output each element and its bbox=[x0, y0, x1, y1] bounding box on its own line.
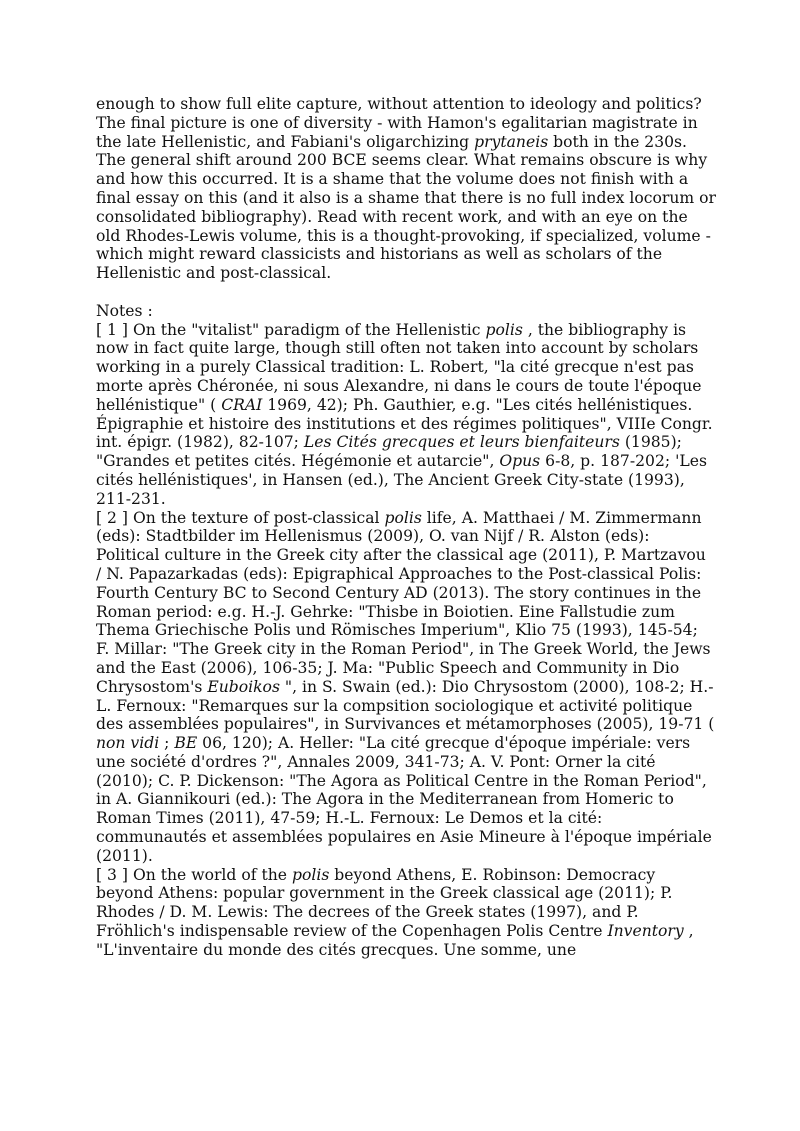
italic-text-run: polis bbox=[291, 865, 330, 884]
italic-text-run: Opus bbox=[499, 452, 541, 471]
text-run: both in the 230s. The general shift around 200 BCE seems clear. What remains obscure is why and how this occurred. It is a shame that the volume does not finish with a final essay on this (and it also is a shame that there is no full index locorum or consolidated bibliography). Read with recent work, and with an eye on the old Rhodes-Lewis volume, this is a thought-provoking, if specialized, volume - which might reward classicists and historians as well as scholars of the Hellenistic and post-classical. bbox=[96, 132, 717, 283]
notes-heading bbox=[96, 302, 716, 321]
italic-text-run: Inventory bbox=[607, 922, 684, 941]
italic-text-run: non vidi bbox=[96, 734, 160, 753]
italic-text-run: polis bbox=[485, 320, 523, 339]
italic-text-run: polis bbox=[384, 508, 422, 527]
text-run: [ 1 ] On the "vitalist" paradigm of the Hellenistic bbox=[96, 320, 486, 339]
text-run: ", in S. Swain (ed.): Dio Chrysostom (2000), 108-2; H.-L. Fernoux: "Remarques sur la compsition sociologique et activité politique des assemblées populaires", in Survivances et métamorphoses (2005), 19-71 ( bbox=[96, 677, 715, 734]
italic-text-run: Euboikos bbox=[207, 677, 280, 696]
paragraph-conclusion bbox=[96, 114, 716, 283]
text-run: enough to show full elite capture, without attention to ideology and politics? bbox=[96, 95, 702, 113]
text-run: 06, 120); A. Heller: "La cité grecque d'époque impériale: vers une société d'ordres ?", Annales 2009, 341-73; A. V. Pont: Orner la cité (2010); C. P. Dickenson: "The Agora as Political Centre in the Roman Period", in A. Giannikouri (ed.): The Agora in the Mediterranean from Homeric to Roman Times (2011), 47-59; H.-L. Fernoux: Le Demos et la cité: communautés et assemblées populaires en Asie Mineure à l'époque impériale (2011). bbox=[96, 734, 712, 865]
paragraph-continuation bbox=[96, 95, 716, 114]
text-run: The final picture is one of diversity - with Hamon's egalitarian magistrate in the late Hellenistic, and Fabiani's oligarchizing bbox=[96, 113, 698, 151]
italic-text-run: CRAI bbox=[221, 395, 263, 414]
text-run: beyond Athens, E. Robinson: Democracy beyond Athens: popular government in the Greek classical age (2011); P. Rhodes / D. M. Lewis: The decrees of the Greek states (1997), and P. Fröhlich's indispensable review of the Copenhagen Polis Centre bbox=[96, 865, 673, 941]
italic-text-run: prytaneis bbox=[474, 132, 549, 151]
italic-text-run: BE bbox=[174, 734, 198, 753]
document-page bbox=[96, 95, 716, 960]
text-run: Notes : bbox=[96, 301, 153, 320]
italic-text-run: Les Cités grecques et leurs bienfaiteurs bbox=[303, 433, 620, 452]
text-run: 1969, 42); Ph. Gauthier, e.g. "Les cités hellénistiques. Épigraphie et histoire des institutions et des régimes politiques", VIIIe Congr. int. épigr. (1982), 82-107; bbox=[96, 395, 713, 452]
footnote-3 bbox=[96, 866, 716, 960]
text-run: (1985); "Grandes et petites cités. Hégémonie et autarcie", bbox=[96, 433, 682, 471]
footnote-1 bbox=[96, 321, 716, 509]
text-run: , the bibliography is now in fact quite large, though still often not taken into account by scholars working in a purely Classical tradition: L. Robert, "la cité grecque n'est pas morte après Chéronée, ni sous Alexandre, ni dans le cours de toute l'époque hellénistique" ( bbox=[96, 320, 702, 414]
text-run: ; bbox=[159, 734, 175, 753]
text-run: [ 2 ] On the texture of post-classical bbox=[96, 508, 385, 527]
text-run: 6-8, p. 187-202; 'Les cités hellénistiques', in Hansen (ed.), The Ancient Greek City-state (1993), 211-231. bbox=[96, 452, 707, 508]
paragraph-spacer bbox=[96, 283, 716, 302]
text-run: , "L'inventaire du monde des cités grecques. Une somme, une bbox=[96, 922, 694, 959]
text-run: life, A. Matthaei / M. Zimmermann (eds): Stadtbilder im Hellenismus (2009), O. van Nijf / R. Alston (eds): Political culture in the Greek city after the classical age (2011), P. Martzavou / N. Papazarkadas (eds): Epigraphical Approaches to the Post-classical Polis: Fourth Century BC to Second Century AD (2013). The story continues in the Roman period: e.g. H.-J. Gehrke: "Thisbe in Boiotien. Eine Fallstudie zum Thema Griechische Polis und Römisches Imperium", Klio 75 (1993), 145-54; F. Millar: "The Greek city in the Roman Period", in The Greek World, the Jews and the East (2006), 106-35; J. Ma: "Public Speech and Community in Dio Chrysostom's bbox=[96, 508, 711, 696]
text-run: [ 3 ] On the world of the bbox=[96, 865, 292, 884]
footnote-2 bbox=[96, 509, 716, 866]
